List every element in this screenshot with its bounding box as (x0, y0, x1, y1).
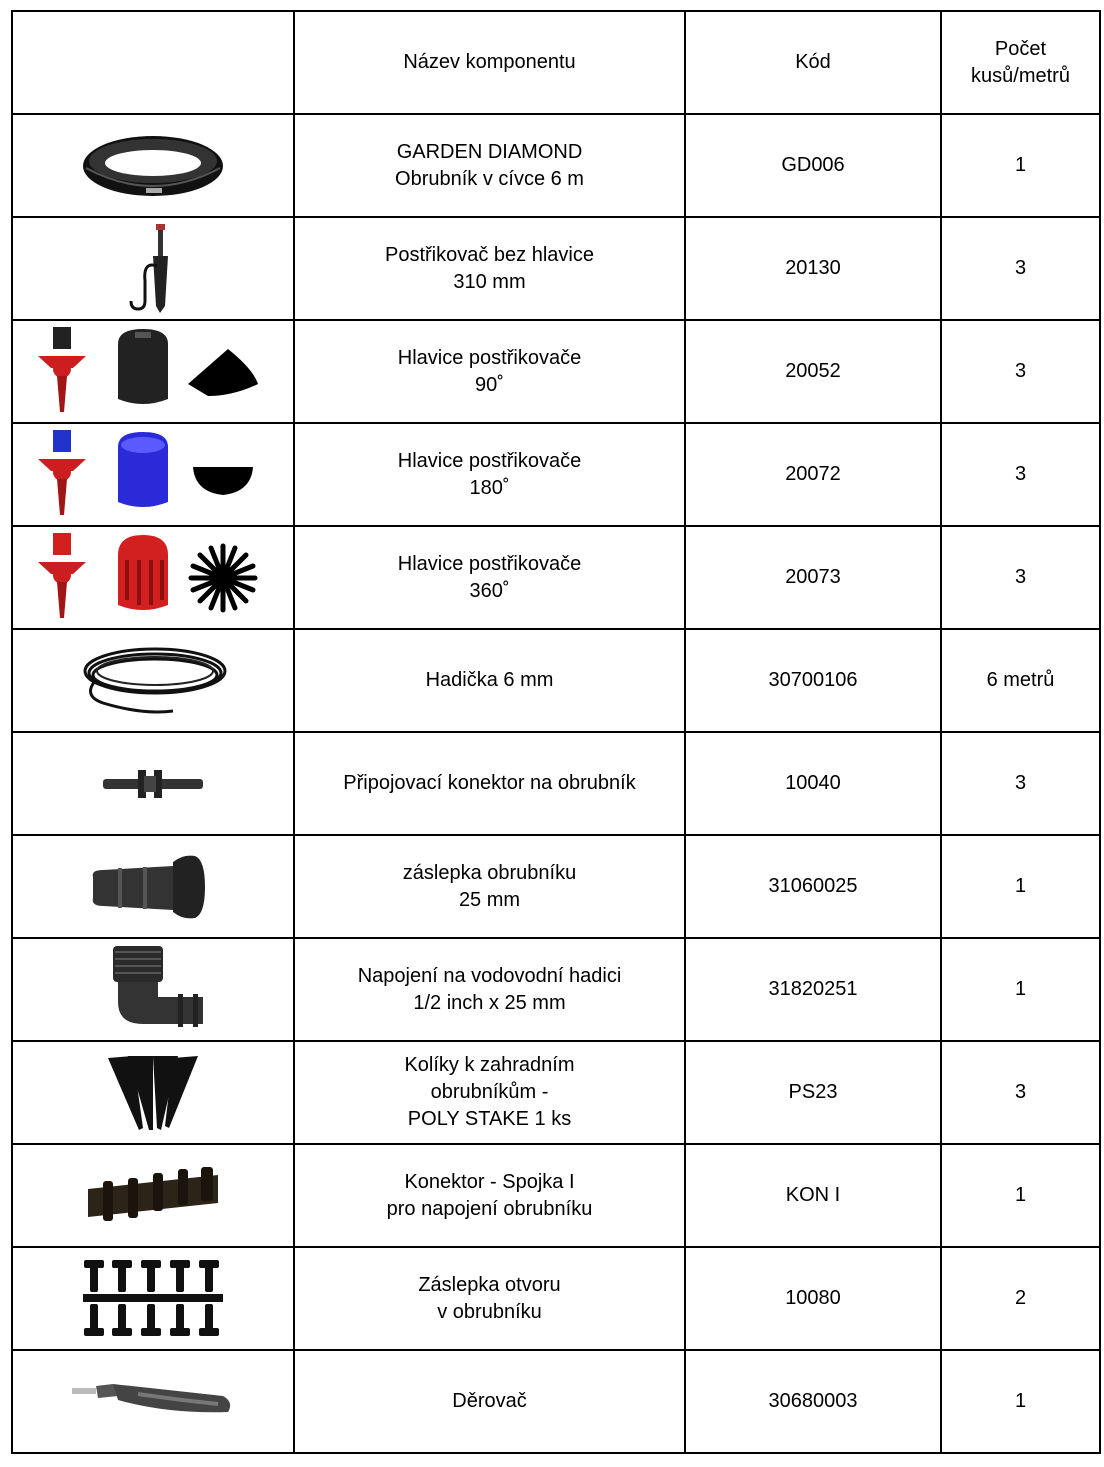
elbow-adapter-icon (83, 942, 223, 1037)
header-count-line1: Počet (994, 37, 1047, 60)
connector-icon (98, 764, 208, 804)
name-cell (294, 938, 685, 1041)
count-cell: 3 (941, 423, 1100, 526)
table-row (12, 423, 1100, 526)
count-cell: 3 (941, 732, 1100, 835)
name-line1: Hlavice postřikovače (397, 346, 582, 369)
table-row (12, 114, 1100, 217)
name-line2: 90˚ (475, 373, 504, 396)
count-cell: 2 (941, 1247, 1100, 1350)
code-cell: 10040 (685, 732, 941, 835)
table-row (12, 1247, 1100, 1350)
table-row (12, 732, 1100, 835)
header-count-cell (941, 11, 1100, 114)
image-cell (12, 938, 294, 1041)
hole-plugs-icon (78, 1256, 228, 1341)
count-cell: 1 (941, 114, 1100, 217)
table-row (12, 526, 1100, 629)
table-row (12, 1041, 1100, 1144)
code-cell: 20052 (685, 320, 941, 423)
image-cell (12, 114, 294, 217)
table-row (12, 1144, 1100, 1247)
code-cell: GD006 (685, 114, 941, 217)
count-cell: 1 (941, 1350, 1100, 1453)
count-cell: 3 (941, 526, 1100, 629)
name-line2: 360˚ (469, 579, 510, 602)
sprinkler-head-180-icon (33, 427, 273, 522)
image-cell (12, 423, 294, 526)
table-row (12, 938, 1100, 1041)
sprinkler-head-360-icon (33, 530, 273, 625)
image-cell (12, 1144, 294, 1247)
image-cell (12, 629, 294, 732)
code-cell: 20072 (685, 423, 941, 526)
header-count-line2: kusů/metrů (971, 64, 1070, 87)
name-line1: GARDEN DIAMOND (396, 140, 583, 163)
name-cell (294, 114, 685, 217)
name-line2: v obrubníku (437, 1300, 542, 1323)
header-name-cell: Název komponentu (294, 11, 685, 114)
name-line2: Obrubník v cívce 6 m (395, 167, 584, 190)
table-row (12, 835, 1100, 938)
code-cell: 31060025 (685, 835, 941, 938)
count-cell: 3 (941, 217, 1100, 320)
name-line1: Záslepka otvoru (418, 1273, 561, 1296)
header-image-cell (12, 11, 294, 114)
table-row (12, 629, 1100, 732)
table-row (12, 217, 1100, 320)
code-cell: 20073 (685, 526, 941, 629)
name-line1: Kolíky k zahradním (404, 1054, 575, 1076)
image-cell (12, 835, 294, 938)
code-cell: PS23 (685, 1041, 941, 1144)
name-line1: Konektor - Spojka I (404, 1170, 575, 1193)
name-line3: POLY STAKE 1 ks (407, 1108, 572, 1130)
name-line1: Hlavice postřikovače (397, 449, 582, 472)
table-row (12, 320, 1100, 423)
name-line1: Hadička 6 mm (425, 669, 554, 691)
image-cell (12, 320, 294, 423)
name-cell (294, 526, 685, 629)
name-line1: Napojení na vodovodní hadici (357, 964, 622, 987)
count-cell: 1 (941, 835, 1100, 938)
code-cell: 30700106 (685, 629, 941, 732)
count-cell: 1 (941, 1144, 1100, 1247)
name-line2: 25 mm (458, 888, 521, 911)
count-cell: 6 metrů (941, 629, 1100, 732)
header-code-cell: Kód (685, 11, 941, 114)
name-line2: 1/2 inch x 25 mm (413, 991, 566, 1014)
end-plug-icon (83, 852, 223, 922)
count-cell: 3 (941, 320, 1100, 423)
name-cell (294, 1144, 685, 1247)
name-line2: obrubníkům - (430, 1081, 549, 1103)
image-cell (12, 1041, 294, 1144)
hose-coil-icon (78, 126, 228, 206)
image-cell (12, 732, 294, 835)
name-line1: Připojovací konektor na obrubník (343, 772, 636, 794)
hole-punch-icon (68, 1372, 238, 1432)
sprinkler-stake-icon (113, 221, 193, 316)
name-cell (294, 732, 685, 835)
name-line2: 310 mm (453, 270, 526, 293)
name-cell (294, 1041, 685, 1144)
code-cell: KON I (685, 1144, 941, 1247)
name-cell (294, 1350, 685, 1453)
name-line1: záslepka obrubníku (402, 861, 577, 884)
name-cell (294, 629, 685, 732)
name-cell (294, 423, 685, 526)
image-cell (12, 1247, 294, 1350)
image-cell (12, 217, 294, 320)
components-table (11, 10, 1101, 1454)
name-cell (294, 835, 685, 938)
thin-tube-coil-icon (73, 641, 233, 721)
code-cell: 31820251 (685, 938, 941, 1041)
table-row (12, 1350, 1100, 1453)
header-row (12, 11, 1100, 114)
name-line1: Děrovač (452, 1390, 527, 1412)
name-line1: Postřikovač bez hlavice (385, 243, 594, 266)
stakes-icon (103, 1050, 203, 1135)
coupling-icon (83, 1161, 223, 1231)
name-cell (294, 217, 685, 320)
name-cell (294, 320, 685, 423)
image-cell (12, 1350, 294, 1453)
image-cell (12, 526, 294, 629)
name-line2: 180˚ (469, 476, 510, 499)
count-cell: 3 (941, 1041, 1100, 1144)
name-line2: pro napojení obrubníku (386, 1197, 593, 1220)
code-cell: 20130 (685, 217, 941, 320)
name-cell (294, 1247, 685, 1350)
sprinkler-head-90-icon (33, 324, 273, 419)
code-cell: 10080 (685, 1247, 941, 1350)
count-cell: 1 (941, 938, 1100, 1041)
name-line1: Hlavice postřikovače (397, 552, 582, 575)
code-cell: 30680003 (685, 1350, 941, 1453)
